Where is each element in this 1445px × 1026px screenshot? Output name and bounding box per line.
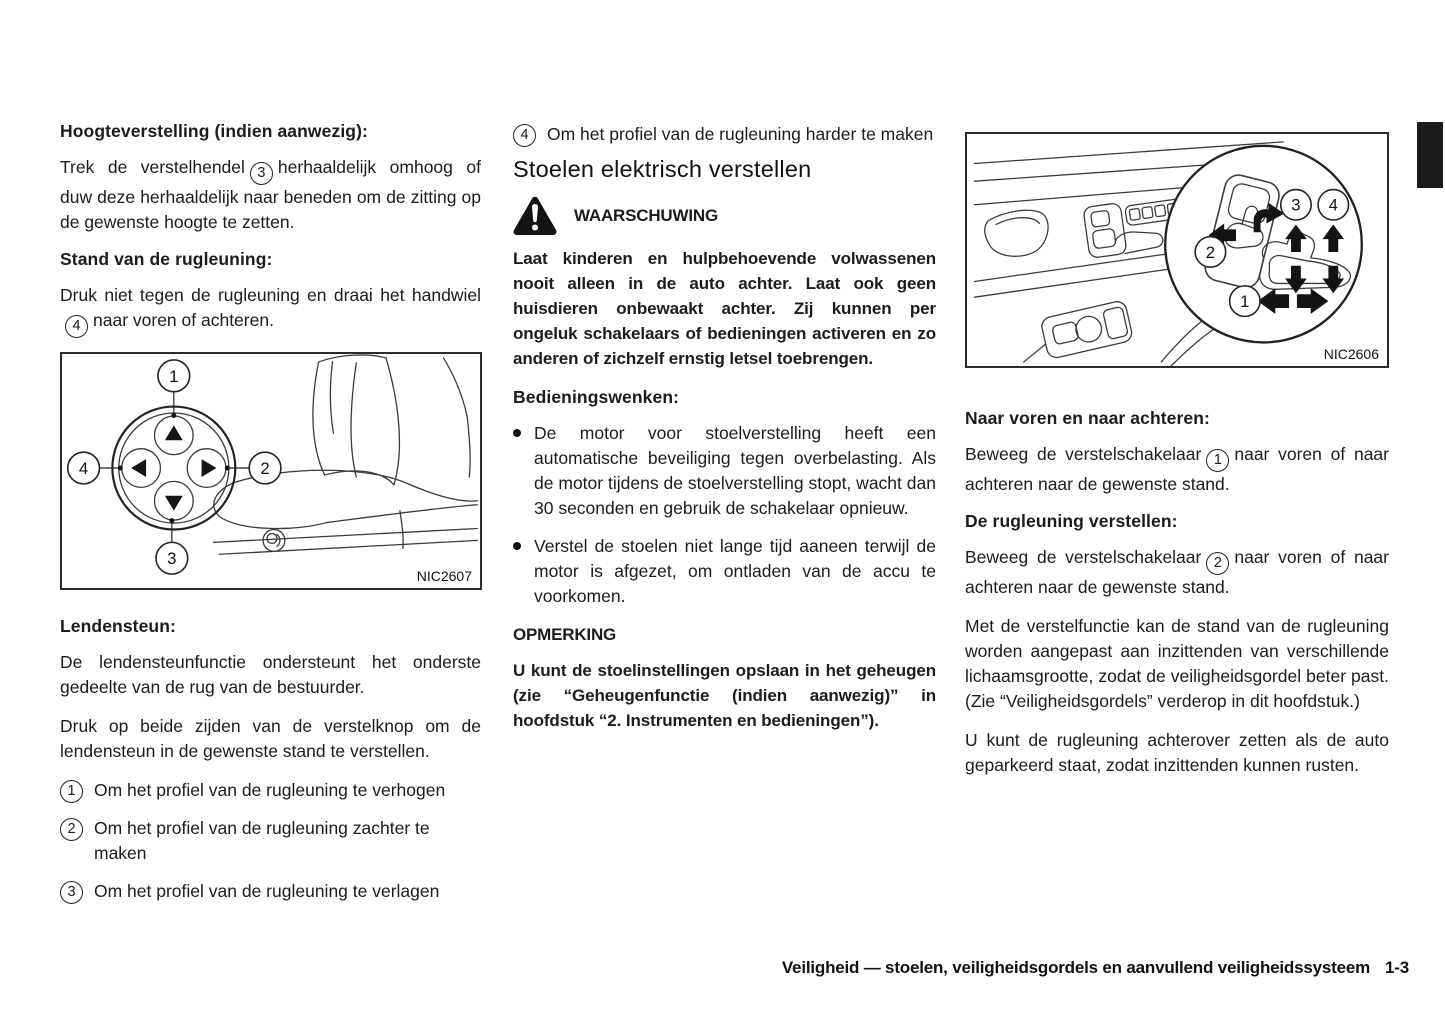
- callout-1: 1: [169, 366, 179, 386]
- text-run: naar voren of naar achteren naar de gewenste stand.: [965, 546, 1389, 597]
- callout-3-inline: 3: [60, 881, 83, 904]
- callout-3: 3: [167, 548, 177, 568]
- figure-code: NIC2606: [1323, 346, 1379, 362]
- callout-1-inline: 1: [60, 780, 83, 803]
- right-column: [965, 0, 1389, 792]
- callout-2: 2: [1205, 242, 1216, 262]
- list-item-text: Om het profiel van de rugleuning harder te maken: [547, 124, 934, 144]
- list-item-text: Om het profiel van de rugleuning te verlagen: [94, 880, 440, 901]
- callout-1-inline: 1: [1206, 449, 1229, 472]
- paragraph-stand-rugleuning: [60, 283, 481, 338]
- heading-rugleuning-verstellen: De rugleuning verstellen:: [965, 510, 1178, 531]
- callout-2: 2: [260, 458, 270, 478]
- paragraph-rusten: U kunt de rugleuning achterover zetten als de auto geparkeerd staat, zodat inzittenden kunnen rusten.: [965, 729, 1389, 775]
- heading-stoelen-elektrisch: Stoelen elektrisch verstellen: [513, 156, 812, 182]
- warning-body: Laat kinderen en hulpbehoevende volwassenen nooit alleen in de auto achter. Laat ook geen huisdieren onbewaakt achter. Zij kunnen per ongeluk schakelaars of bedieningen activeren en zo anderen of zichzelf ernstig letsel toebrengen.: [513, 249, 936, 368]
- seat-sketch: [213, 354, 477, 553]
- bullet-item: [513, 421, 936, 521]
- list-item: [513, 122, 936, 147]
- arrow-left-icon: [131, 459, 146, 477]
- bullet-item: [513, 534, 936, 609]
- figure-code: NIC2607: [416, 567, 472, 584]
- list-item: [60, 879, 481, 904]
- seat-switches-illustration: [967, 134, 1387, 366]
- arrow-down-icon: [165, 495, 183, 510]
- heading-lendensteun: Lendensteun:: [60, 615, 176, 636]
- text-run: Beweeg de verstelschakelaar: [965, 444, 1202, 464]
- middle-column: [513, 0, 936, 749]
- heading-naar-voren: Naar voren en naar achteren:: [965, 408, 1210, 428]
- text-run: naar voren of naar achteren naar de gewenste stand.: [965, 444, 1389, 494]
- callout-4: 4: [78, 458, 89, 478]
- callout-3: 3: [1291, 195, 1301, 215]
- lumbar-pad: [112, 406, 235, 529]
- paragraph-hoogteverstelling: [60, 155, 481, 235]
- arrow-right-icon: [202, 459, 217, 477]
- text-run: Beweeg de verstelschakelaar: [965, 546, 1202, 567]
- callout-2-inline: 2: [1206, 552, 1229, 575]
- text-run: Druk niet tegen de rugleuning en draai het handwiel: [60, 284, 481, 305]
- paragraph-lendensteun-2: Druk op beide zijden van de verstelknop om de lendensteun in de gewenste stand te verstellen.: [60, 715, 481, 761]
- chapter-tab-marker: [1417, 122, 1443, 188]
- heading-opmerking: OPMERKING: [513, 625, 617, 644]
- bullet-icon: [513, 542, 521, 550]
- list-item-text: Om het profiel van de rugleuning te verhogen: [94, 779, 446, 800]
- list-item-text: Om het profiel van de rugleuning zachter te maken: [94, 817, 430, 863]
- heading-hoogteverstelling: Hoogteverstelling (indien aanwezig):: [60, 121, 368, 141]
- callout-2-inline: 2: [60, 818, 83, 841]
- bullet-icon: [513, 429, 521, 437]
- text-run: herhaaldelijk omhoog of duw deze herhaaldelijk naar beneden om de zitting op de gewenste hoogte te zetten.: [60, 157, 481, 232]
- heading-bedieningswenken: Bedieningswenken:: [513, 387, 680, 407]
- callout-1: 1: [1240, 292, 1250, 312]
- left-column: [60, 0, 481, 917]
- bullet-text: Verstel de stoelen niet lange tijd aaneen terwijl de motor is afgezet, om ontladen van de accu te voorkomen.: [534, 536, 936, 606]
- page-footer: [782, 958, 1409, 978]
- callout-4: 4: [1328, 195, 1338, 215]
- list-item: [60, 778, 481, 803]
- lumbar-knob-icon: [263, 529, 285, 551]
- page-number: 1-3: [1385, 958, 1409, 977]
- bullet-text: De motor voor stoelverstelling heeft een automatische beveiliging tegen overbelasting. Als de motor tijdens de stoelverstelling stopt, wacht dan 30 seconden en gebruik de schakelaar opnieuw.: [534, 423, 936, 518]
- callout-4-inline: 4: [513, 124, 536, 147]
- note-body: U kunt de stoelinstellingen opslaan in het geheugen (zie “Geheugenfunctie (indien aanwezig)” in hoofdstuk “2. Instrumenten en bedieningen”).: [513, 661, 936, 730]
- paragraph-rugleuning-verstellen: [965, 545, 1389, 600]
- list-item: [60, 816, 481, 866]
- paragraph-lendensteun-1: De lendensteunfunctie ondersteunt het onderste gedeelte van de rug van de bestuurder.: [60, 651, 481, 697]
- figure-seat-switches: [965, 132, 1389, 368]
- paragraph-verstelfunctie: Met de verstelfunctie kan de stand van de rugleuning worden aangepast aan inzittenden van verschillende lichaamsgrootte, zodat de veiligheidsgordel beter past. (Zie “Veiligheidsgordels” verderop in dit hoofdstuk.): [965, 615, 1389, 711]
- warning-title: WAARSCHUWING: [574, 206, 718, 225]
- figure-lumbar-control: [60, 352, 482, 590]
- callout-4-inline: 4: [65, 315, 88, 338]
- arrow-up-icon: [165, 425, 183, 440]
- callout-3-inline: 3: [250, 162, 273, 185]
- warning-triangle-icon: [513, 196, 557, 236]
- text-run: Trek de verstelhendel: [60, 157, 245, 177]
- warning-header: [513, 196, 936, 236]
- heading-stand-rugleuning: Stand van de rugleuning:: [60, 248, 273, 269]
- footer-title: Veiligheid — stoelen, veiligheidsgordels en aanvullend veiligheidssysteem: [781, 958, 1371, 977]
- paragraph-naar-voren: [965, 442, 1389, 497]
- figure-callouts: [68, 359, 281, 573]
- text-run: naar voren of achteren.: [93, 309, 274, 330]
- lumbar-control-illustration: [62, 354, 480, 588]
